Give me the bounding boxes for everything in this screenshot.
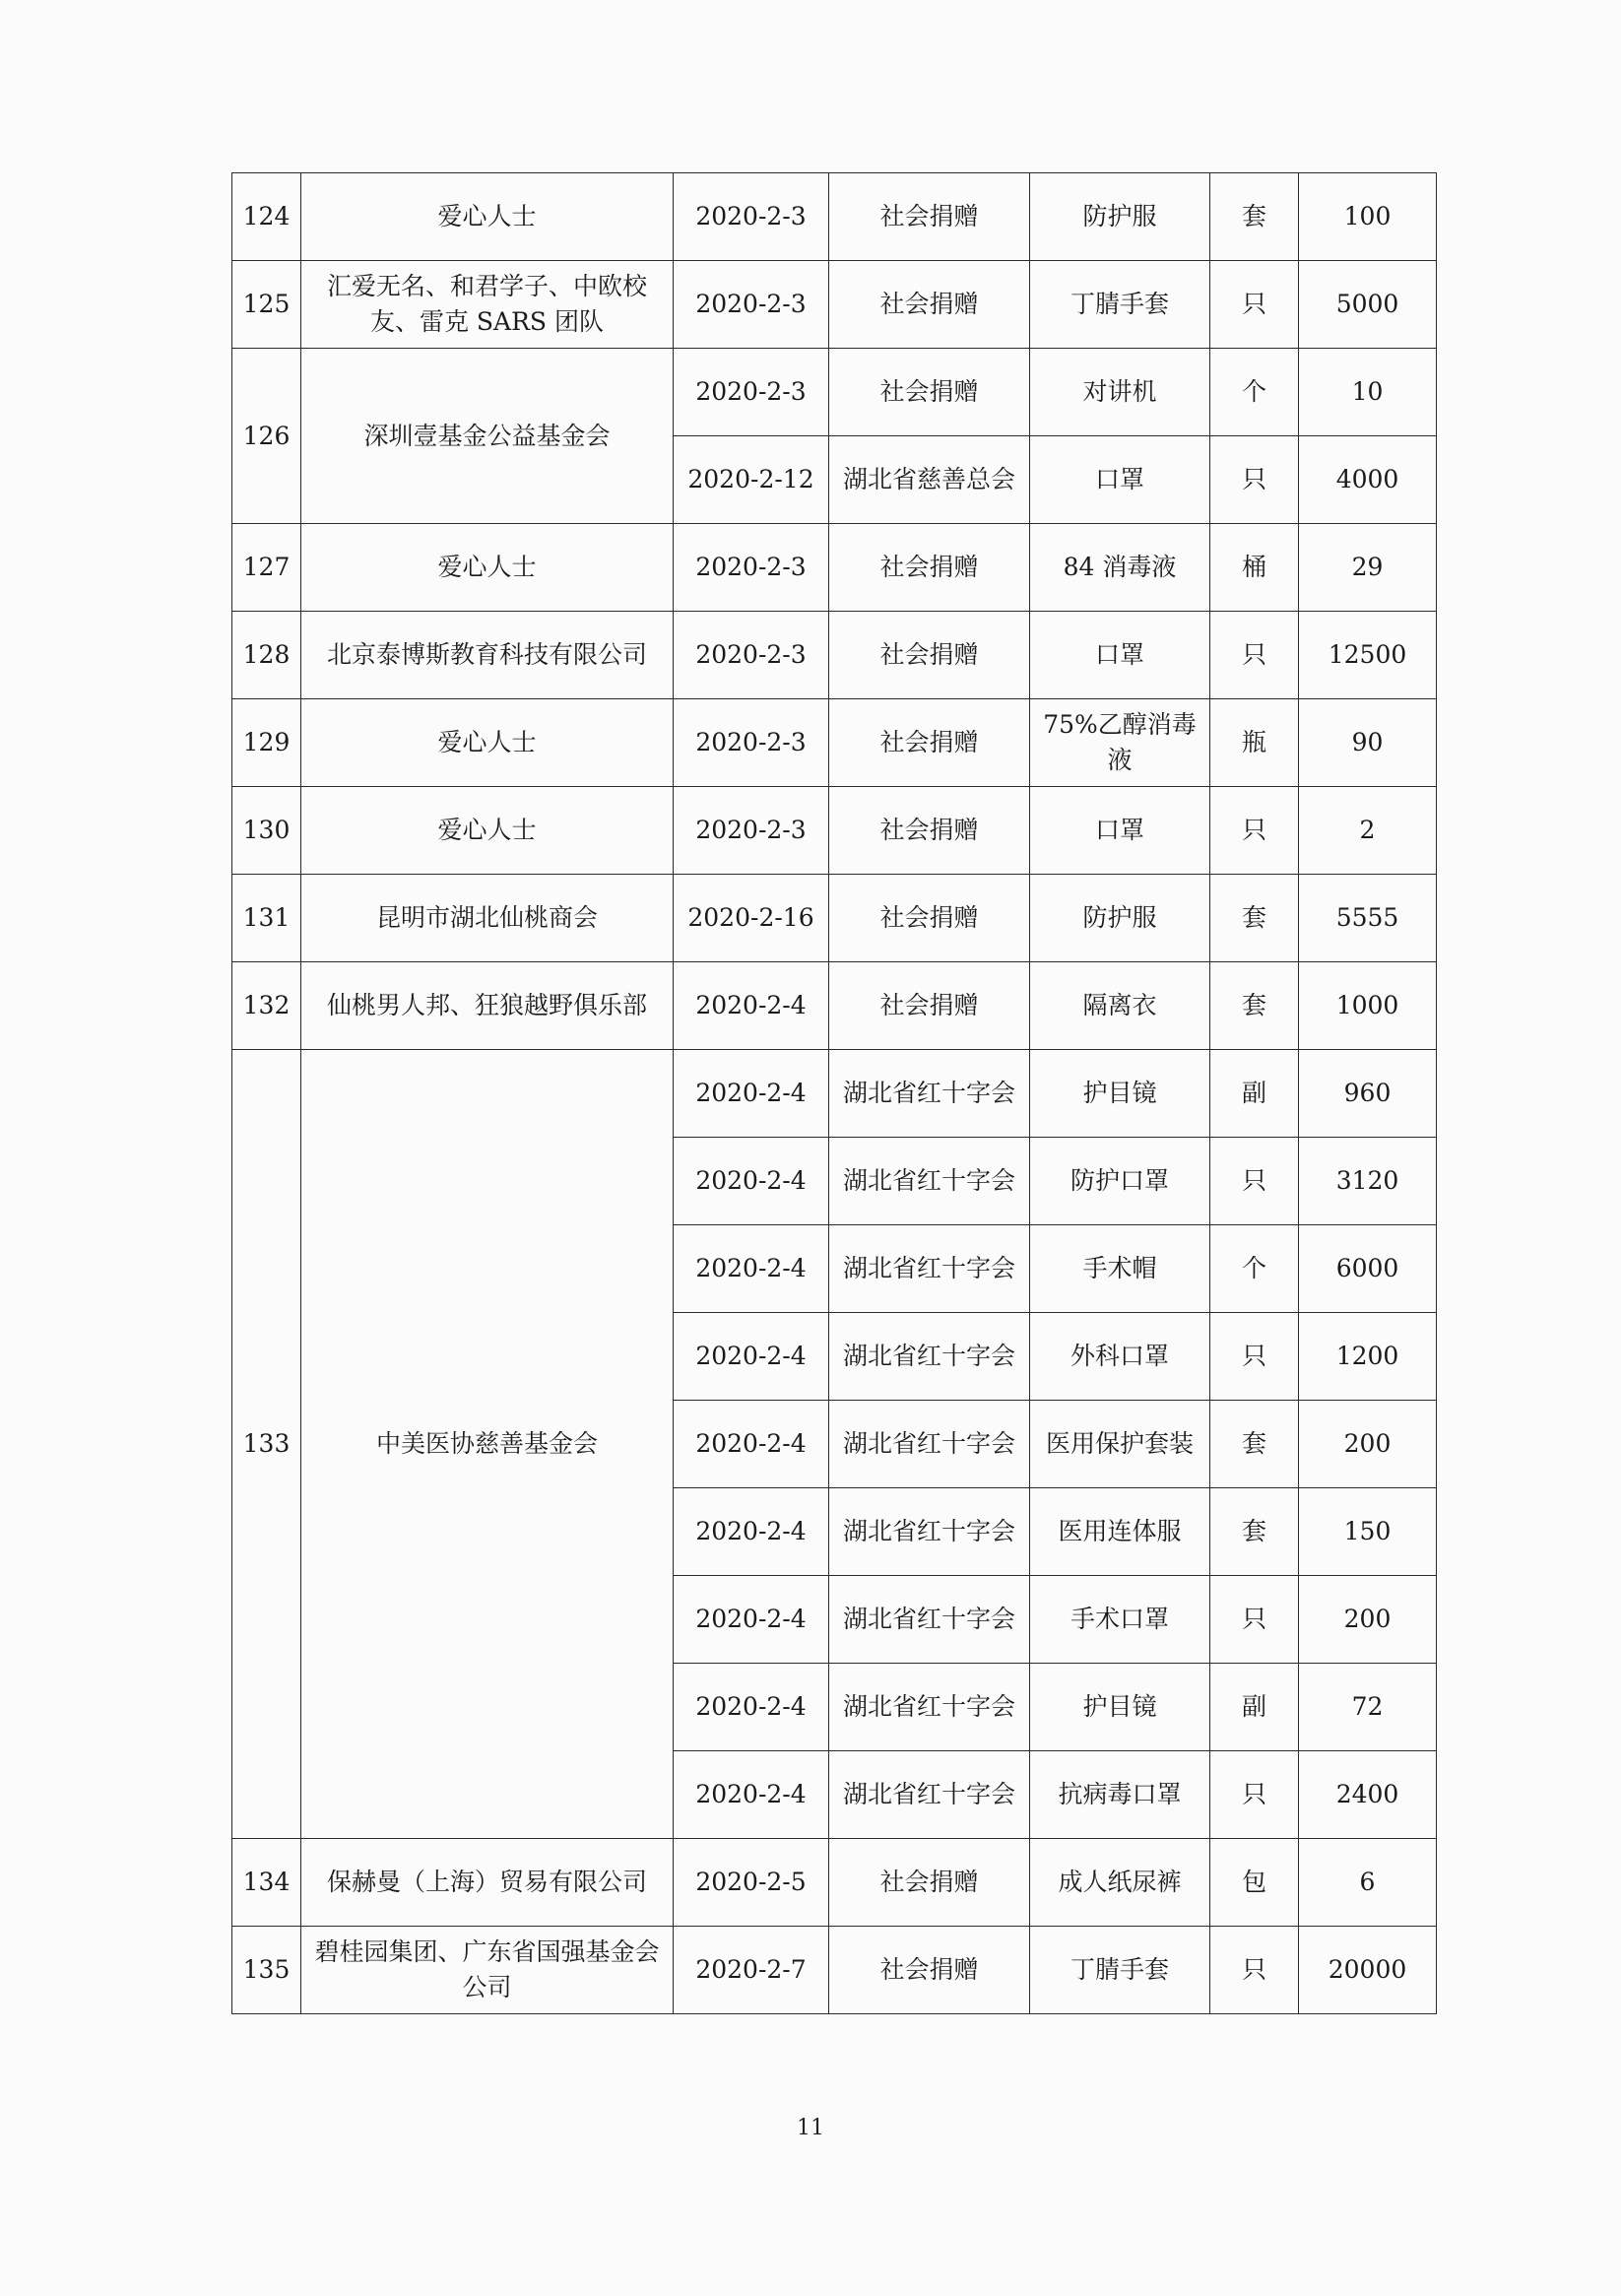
- row-number: 128: [232, 612, 301, 699]
- recipient: 湖北省红十字会: [829, 1401, 1030, 1488]
- donation-date: 2020-2-4: [674, 1751, 829, 1839]
- donation-date: 2020-2-4: [674, 962, 829, 1050]
- donation-table-body: [232, 173, 1437, 2014]
- quantity: 6: [1299, 1839, 1437, 1927]
- recipient: 社会捐赠: [829, 261, 1030, 349]
- row-number: 130: [232, 787, 301, 875]
- recipient: 湖北省红十字会: [829, 1488, 1030, 1576]
- recipient: 湖北省红十字会: [829, 1138, 1030, 1225]
- item-name: 护目镜: [1030, 1050, 1210, 1138]
- table-row: [232, 1050, 1437, 1138]
- unit: 个: [1210, 1225, 1299, 1313]
- item-name: 防护服: [1030, 173, 1210, 261]
- item-name: 75%乙醇消毒液: [1030, 699, 1210, 787]
- row-number: 125: [232, 261, 301, 349]
- donation-date: 2020-2-3: [674, 261, 829, 349]
- unit: 套: [1210, 1488, 1299, 1576]
- recipient: 社会捐赠: [829, 173, 1030, 261]
- recipient: 湖北省红十字会: [829, 1751, 1030, 1839]
- quantity: 29: [1299, 524, 1437, 612]
- unit: 副: [1210, 1664, 1299, 1751]
- item-name: 医用连体服: [1030, 1488, 1210, 1576]
- recipient: 湖北省红十字会: [829, 1313, 1030, 1401]
- quantity: 200: [1299, 1576, 1437, 1664]
- recipient: 社会捐赠: [829, 787, 1030, 875]
- unit: 只: [1210, 1927, 1299, 2014]
- donor-name: 仙桃男人邦、狂狼越野俱乐部: [301, 962, 674, 1050]
- donation-date: 2020-2-4: [674, 1576, 829, 1664]
- row-number: 134: [232, 1839, 301, 1927]
- quantity: 4000: [1299, 436, 1437, 524]
- donor-name: 爱心人士: [301, 699, 674, 787]
- donation-date: 2020-2-3: [674, 787, 829, 875]
- unit: 个: [1210, 349, 1299, 436]
- quantity: 20000: [1299, 1927, 1437, 2014]
- table-row: [232, 261, 1437, 349]
- table-row: [232, 962, 1437, 1050]
- recipient: 湖北省慈善总会: [829, 436, 1030, 524]
- item-name: 手术帽: [1030, 1225, 1210, 1313]
- donation-date: 2020-2-4: [674, 1138, 829, 1225]
- donation-date: 2020-2-16: [674, 875, 829, 962]
- donation-date: 2020-2-4: [674, 1401, 829, 1488]
- recipient: 社会捐赠: [829, 1839, 1030, 1927]
- unit: 副: [1210, 1050, 1299, 1138]
- table-row: [232, 524, 1437, 612]
- donation-date: 2020-2-5: [674, 1839, 829, 1927]
- item-name: 84 消毒液: [1030, 524, 1210, 612]
- donor-name: 深圳壹基金公益基金会: [301, 349, 674, 524]
- row-number: 127: [232, 524, 301, 612]
- quantity: 3120: [1299, 1138, 1437, 1225]
- recipient: 社会捐赠: [829, 875, 1030, 962]
- item-name: 隔离衣: [1030, 962, 1210, 1050]
- table-row: [232, 1839, 1437, 1927]
- donation-date: 2020-2-3: [674, 699, 829, 787]
- table-row: [232, 787, 1437, 875]
- quantity: 5555: [1299, 875, 1437, 962]
- item-name: 口罩: [1030, 612, 1210, 699]
- donation-date: 2020-2-4: [674, 1313, 829, 1401]
- recipient: 社会捐赠: [829, 1927, 1030, 2014]
- recipient: 社会捐赠: [829, 524, 1030, 612]
- unit: 只: [1210, 1138, 1299, 1225]
- quantity: 1000: [1299, 962, 1437, 1050]
- donor-name: 北京泰博斯教育科技有限公司: [301, 612, 674, 699]
- unit: 桶: [1210, 524, 1299, 612]
- recipient: 湖北省红十字会: [829, 1576, 1030, 1664]
- donor-name: 汇爱无名、和君学子、中欧校友、雷克 SARS 团队: [301, 261, 674, 349]
- unit: 套: [1210, 1401, 1299, 1488]
- donation-date: 2020-2-3: [674, 173, 829, 261]
- donation-date: 2020-2-12: [674, 436, 829, 524]
- quantity: 150: [1299, 1488, 1437, 1576]
- recipient: 湖北省红十字会: [829, 1050, 1030, 1138]
- item-name: 成人纸尿裤: [1030, 1839, 1210, 1927]
- donation-date: 2020-2-4: [674, 1488, 829, 1576]
- item-name: 防护口罩: [1030, 1138, 1210, 1225]
- recipient: 湖北省红十字会: [829, 1225, 1030, 1313]
- unit: 只: [1210, 261, 1299, 349]
- table-row: [232, 875, 1437, 962]
- page-number: 11: [797, 2116, 824, 2140]
- item-name: 丁腈手套: [1030, 1927, 1210, 2014]
- unit: 套: [1210, 173, 1299, 261]
- donor-name: 碧桂园集团、广东省国强基金会公司: [301, 1927, 674, 2014]
- unit: 只: [1210, 612, 1299, 699]
- quantity: 72: [1299, 1664, 1437, 1751]
- unit: 只: [1210, 1751, 1299, 1839]
- donation-date: 2020-2-7: [674, 1927, 829, 2014]
- item-name: 抗病毒口罩: [1030, 1751, 1210, 1839]
- item-name: 口罩: [1030, 436, 1210, 524]
- recipient: 湖北省红十字会: [829, 1664, 1030, 1751]
- row-number: 129: [232, 699, 301, 787]
- donor-name: 保赫曼（上海）贸易有限公司: [301, 1839, 674, 1927]
- unit: 包: [1210, 1839, 1299, 1927]
- quantity: 6000: [1299, 1225, 1437, 1313]
- recipient: 社会捐赠: [829, 962, 1030, 1050]
- item-name: 手术口罩: [1030, 1576, 1210, 1664]
- quantity: 2400: [1299, 1751, 1437, 1839]
- table-row: [232, 349, 1437, 436]
- unit: 套: [1210, 875, 1299, 962]
- unit: 只: [1210, 787, 1299, 875]
- donation-date: 2020-2-4: [674, 1050, 829, 1138]
- donor-name: 爱心人士: [301, 787, 674, 875]
- item-name: 对讲机: [1030, 349, 1210, 436]
- row-number: 126: [232, 349, 301, 524]
- table-row: [232, 1927, 1437, 2014]
- row-number: 133: [232, 1050, 301, 1839]
- quantity: 200: [1299, 1401, 1437, 1488]
- table-row: [232, 612, 1437, 699]
- donation-date: 2020-2-3: [674, 612, 829, 699]
- quantity: 960: [1299, 1050, 1437, 1138]
- quantity: 100: [1299, 173, 1437, 261]
- quantity: 12500: [1299, 612, 1437, 699]
- item-name: 口罩: [1030, 787, 1210, 875]
- unit: 只: [1210, 1576, 1299, 1664]
- quantity: 2: [1299, 787, 1437, 875]
- recipient: 社会捐赠: [829, 349, 1030, 436]
- unit: 套: [1210, 962, 1299, 1050]
- quantity: 1200: [1299, 1313, 1437, 1401]
- unit: 只: [1210, 1313, 1299, 1401]
- item-name: 丁腈手套: [1030, 261, 1210, 349]
- donor-name: 爱心人士: [301, 524, 674, 612]
- donation-table: [231, 172, 1437, 2014]
- donation-date: 2020-2-3: [674, 524, 829, 612]
- quantity: 5000: [1299, 261, 1437, 349]
- table-row: [232, 173, 1437, 261]
- donor-name: 中美医协慈善基金会: [301, 1050, 674, 1839]
- item-name: 护目镜: [1030, 1664, 1210, 1751]
- item-name: 外科口罩: [1030, 1313, 1210, 1401]
- row-number: 135: [232, 1927, 301, 2014]
- recipient: 社会捐赠: [829, 699, 1030, 787]
- donation-date: 2020-2-3: [674, 349, 829, 436]
- unit: 只: [1210, 436, 1299, 524]
- item-name: 医用保护套装: [1030, 1401, 1210, 1488]
- row-number: 124: [232, 173, 301, 261]
- donor-name: 昆明市湖北仙桃商会: [301, 875, 674, 962]
- item-name: 防护服: [1030, 875, 1210, 962]
- donation-date: 2020-2-4: [674, 1664, 829, 1751]
- unit: 瓶: [1210, 699, 1299, 787]
- row-number: 132: [232, 962, 301, 1050]
- donor-name: 爱心人士: [301, 173, 674, 261]
- table-row: [232, 699, 1437, 787]
- row-number: 131: [232, 875, 301, 962]
- recipient: 社会捐赠: [829, 612, 1030, 699]
- quantity: 90: [1299, 699, 1437, 787]
- quantity: 10: [1299, 349, 1437, 436]
- donation-date: 2020-2-4: [674, 1225, 829, 1313]
